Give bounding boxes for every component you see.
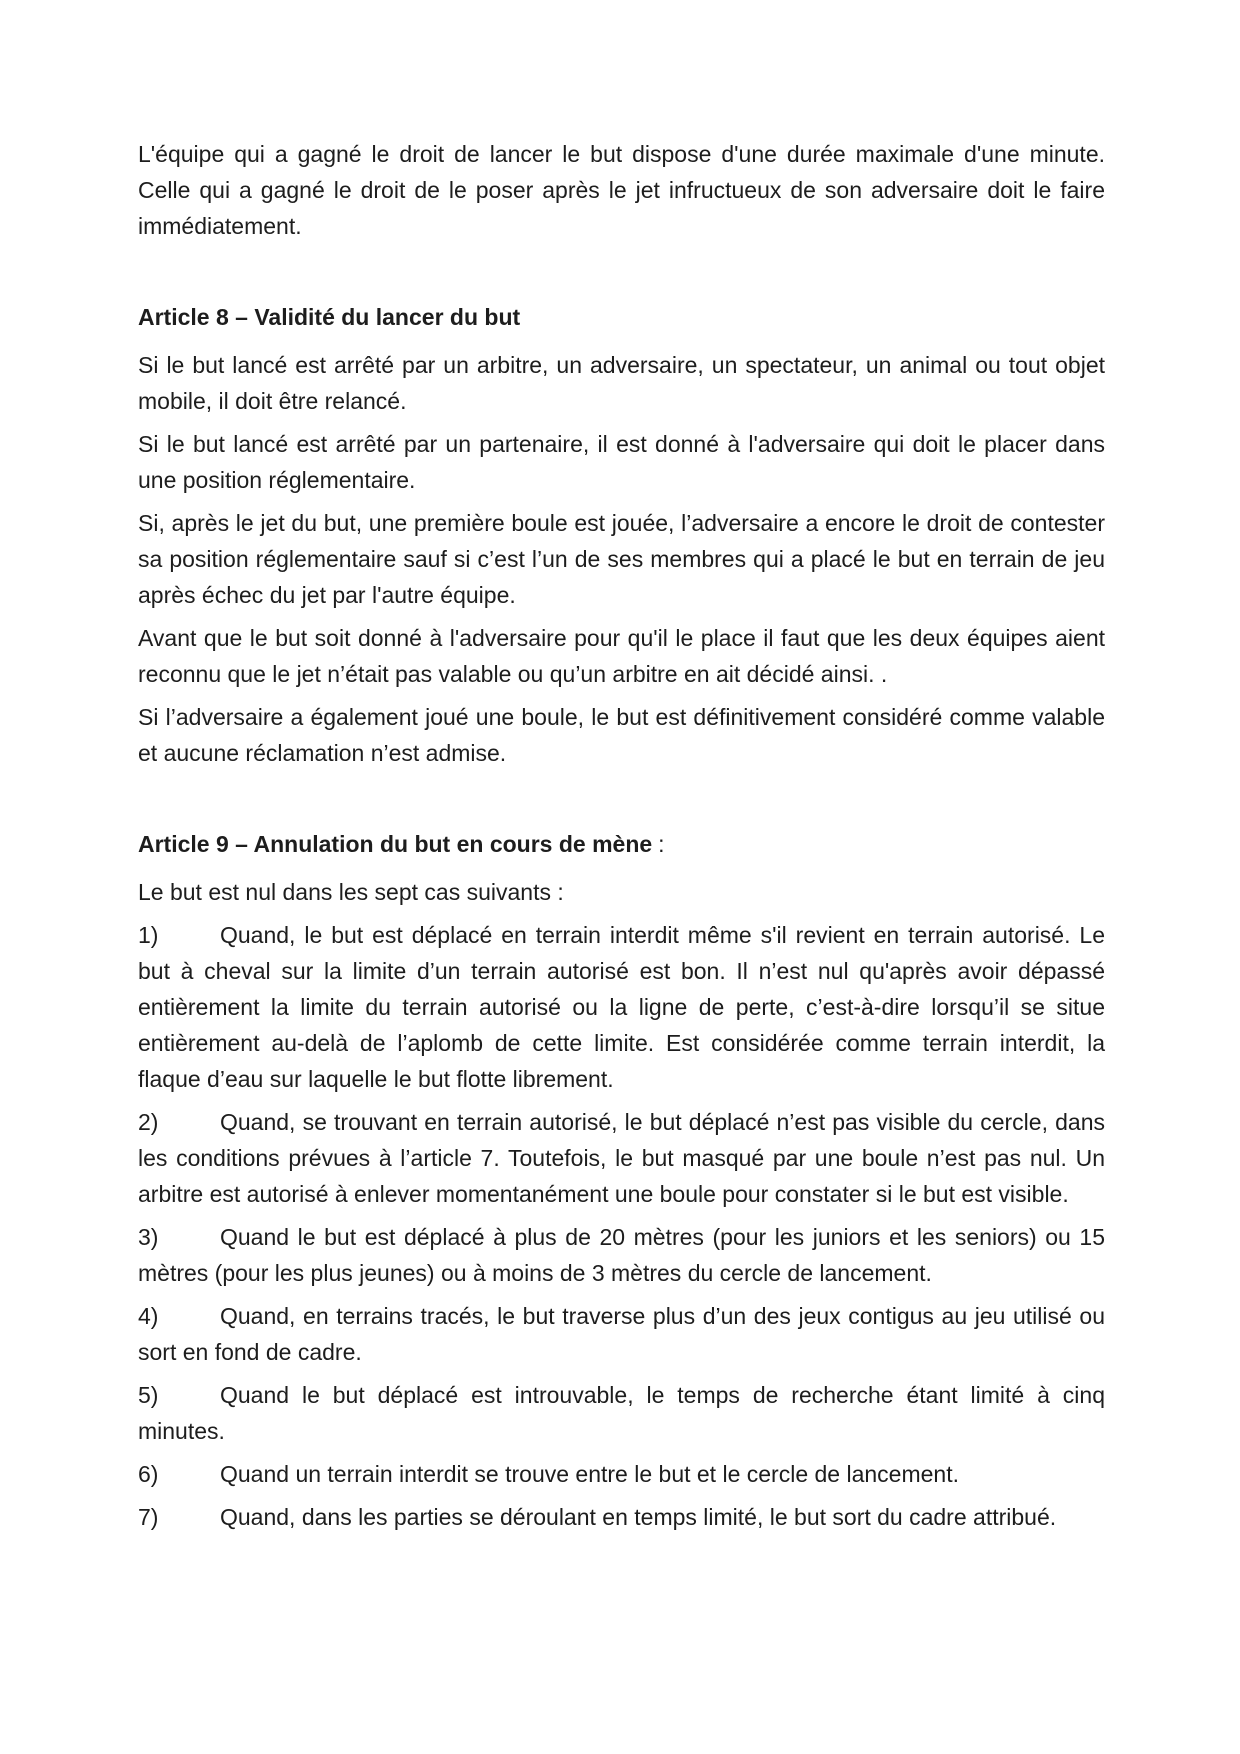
list-item-6 [138, 1456, 1105, 1492]
list-item-1 [138, 917, 1105, 1097]
article9-heading-colon: : [658, 831, 665, 857]
list-item-4 [138, 1298, 1105, 1370]
item-text-4: Quand, en terrains tracés, le but traverse plus d’un des jeux contigus au jeu utilisé ou sort en fond de cadre. [138, 1303, 1105, 1365]
article9-lead: Le but est nul dans les sept cas suivants : [138, 879, 564, 905]
item-number-3: 3) [138, 1224, 159, 1250]
item-text-2: Quand, se trouvant en terrain autorisé, le but déplacé n’est pas visible du cercle, dans les conditions prévues à l’article 7. Toutefois, le but masqué par une boule n’est pas nul. Un arbitre est autorisé à enlever momentanément une boule pour constater si le but est visible. [138, 1109, 1105, 1207]
item-number-7: 7) [138, 1504, 159, 1530]
item-number-5: 5) [138, 1382, 159, 1408]
item-number-6: 6) [138, 1461, 159, 1487]
list-item-2 [138, 1104, 1105, 1212]
article8-paragraph-4: Avant que le but soit donné à l'adversaire pour qu'il le place il faut que les deux équipes aient reconnu que le jet n’était pas valable ou qu’un arbitre en ait décidé ainsi. . [138, 625, 1105, 687]
item-text-7: Quand, dans les parties se déroulant en temps limité, le but sort du cadre attribué. [220, 1504, 1057, 1530]
item-number-1: 1) [138, 922, 159, 948]
article9-heading-text: Article 9 – Annulation du but en cours de mène [138, 831, 653, 857]
item-text-5: Quand le but déplacé est introuvable, le temps de recherche étant limité à cinq minutes. [138, 1382, 1105, 1444]
article8-paragraph-2: Si le but lancé est arrêté par un partenaire, il est donné à l'adversaire qui doit le placer dans une position réglementaire. [138, 431, 1105, 493]
article8-heading-text: Article 8 – Validité du lancer du but [138, 304, 521, 330]
item-text-6: Quand un terrain interdit se trouve entre le but et le cercle de lancement. [220, 1461, 959, 1487]
item-text-1: Quand, le but est déplacé en terrain interdit même s'il revient en terrain autorisé. Le but à cheval sur la limite d’un terrain autorisé est bon. Il n’est nul qu'après avoir dépassé entièrement la limite du terrain autorisé ou la ligne de perte, c’est-à-dire lorsqu’il se situe entièrement au-delà de l’aplomb de cette limite. Est considérée comme terrain interdit, la flaque d’eau sur laquelle le but flotte librement. [138, 922, 1105, 1092]
list-item-7 [138, 1499, 1105, 1535]
article8-paragraph-3: Si, après le jet du but, une première boule est jouée, l’adversaire a encore le droit de contester sa position réglementaire sauf si c’est l’un de ses membres qui a placé le but en terrain de jeu après échec du jet par l'autre équipe. [138, 510, 1105, 608]
item-text-3: Quand le but est déplacé à plus de 20 mètres (pour les juniors et les seniors) ou 15 mètres (pour les plus jeunes) ou à moins de 3 mètres du cercle de lancement. [138, 1224, 1105, 1286]
article9-heading [138, 826, 1105, 862]
article8-paragraph-5: Si l’adversaire a également joué une boule, le but est définitivement considéré comme valable et aucune réclamation n’est admise. [138, 704, 1105, 766]
list-item-3 [138, 1219, 1105, 1291]
article8-paragraph-1: Si le but lancé est arrêté par un arbitre, un adversaire, un spectateur, un animal ou tout objet mobile, il doit être relancé. [138, 352, 1105, 414]
item-number-2: 2) [138, 1109, 159, 1135]
article8-heading [138, 299, 1105, 335]
item-number-4: 4) [138, 1303, 159, 1329]
intro-paragraph: L'équipe qui a gagné le droit de lancer le but dispose d'une durée maximale d'une minute. Celle qui a gagné le droit de le poser après le jet infructueux de son adversaire doit le faire immédiatement. [138, 141, 1105, 239]
list-item-5 [138, 1377, 1105, 1449]
